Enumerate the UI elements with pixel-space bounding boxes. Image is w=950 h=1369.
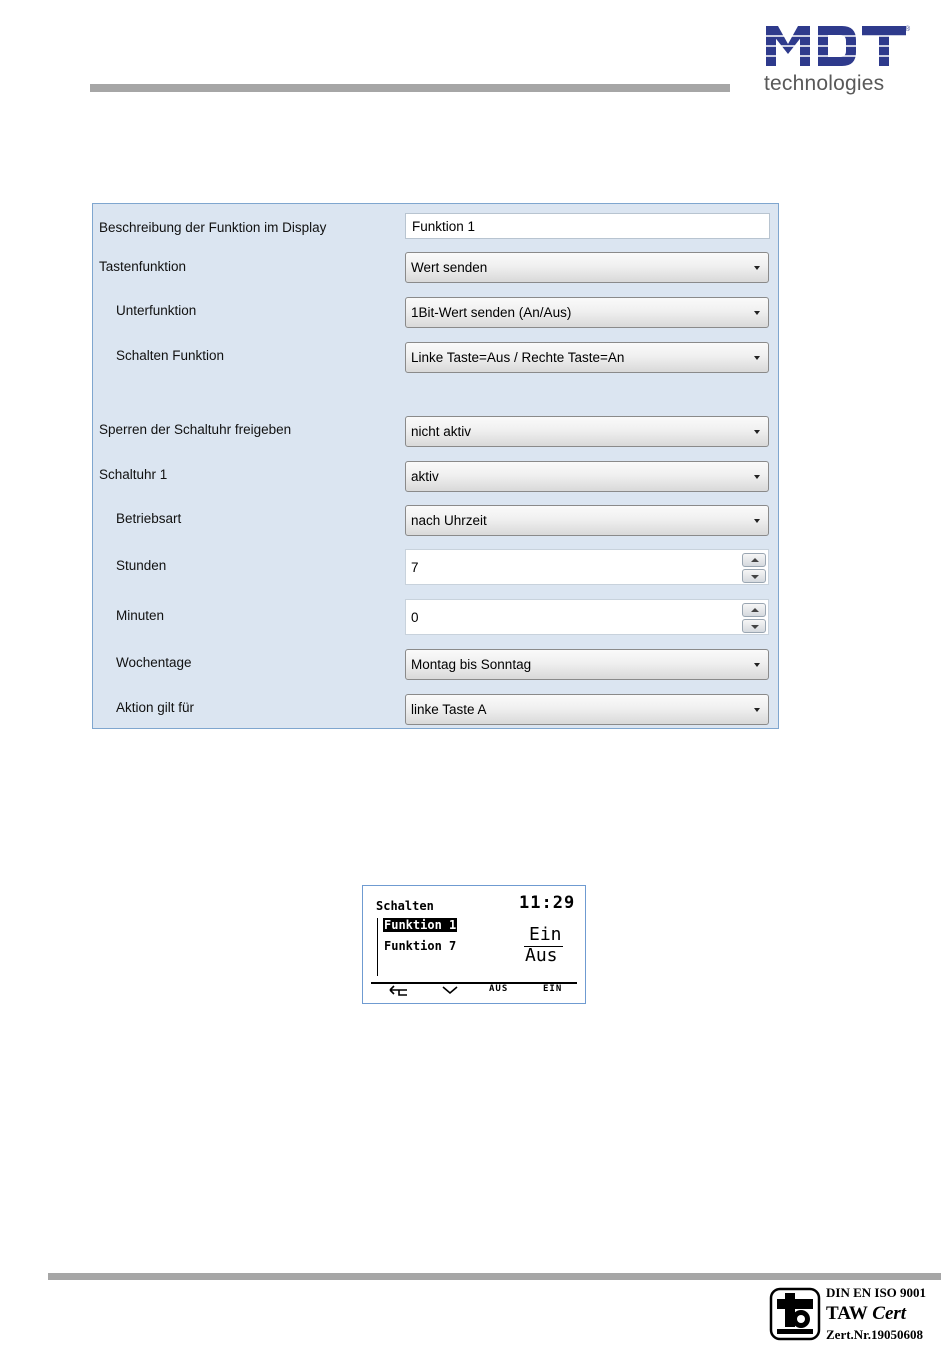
value-aktion-gilt-fuer: linke Taste A — [411, 702, 487, 717]
chevron-down-icon — [754, 311, 760, 315]
display-state-off: Aus — [525, 945, 558, 966]
label-minuten: Minuten — [116, 608, 165, 623]
softkey-aus: AUS — [489, 984, 509, 994]
taw-cert-logo — [769, 1287, 821, 1341]
label-schaltuhr-1: Schaltuhr 1 — [99, 467, 168, 482]
chevron-down-icon — [754, 663, 760, 667]
cert-name-cert: Cert — [872, 1303, 907, 1324]
label-sperren-schaltuhr: Sperren der Schaltuhr freigeben — [99, 422, 292, 437]
cert-name — [826, 1303, 906, 1325]
svg-text:®: ® — [905, 26, 911, 33]
device-display — [362, 885, 586, 1004]
display-item-selected: Funktion 1 — [384, 918, 457, 932]
spin-up-button[interactable] — [742, 553, 766, 567]
chevron-down-icon — [754, 266, 760, 270]
spinner-stunden[interactable] — [405, 549, 769, 585]
dropdown-sperren-schaltuhr[interactable] — [405, 416, 769, 447]
arrow-up-icon — [751, 608, 759, 612]
display-scroll-line — [377, 918, 378, 976]
arrow-down-icon — [751, 575, 759, 579]
display-title: Schalten — [376, 899, 434, 913]
label-betriebsart: Betriebsart — [116, 511, 182, 526]
text-input-beschreibung[interactable] — [405, 213, 770, 239]
value-minuten: 0 — [411, 610, 419, 625]
spin-down-button[interactable] — [742, 569, 766, 583]
spinner-minuten[interactable] — [405, 599, 769, 635]
dropdown-schaltuhr-1[interactable] — [405, 461, 769, 492]
dropdown-betriebsart[interactable] — [405, 505, 769, 536]
chevron-down-icon — [754, 708, 760, 712]
value-schalten-funktion: Linke Taste=Aus / Rechte Taste=An — [411, 350, 625, 365]
chevron-down-icon — [754, 475, 760, 479]
value-beschreibung: Funktion 1 — [412, 219, 476, 234]
softkey-ein: EIN — [543, 984, 563, 994]
arrow-down-icon — [751, 625, 759, 629]
chevron-down-icon — [754, 519, 760, 523]
cert-standard: DIN EN ISO 9001 — [826, 1285, 927, 1300]
label-aktion-gilt-fuer: Aktion gilt für — [116, 700, 195, 715]
value-betriebsart: nach Uhrzeit — [411, 513, 487, 528]
value-stunden: 7 — [411, 560, 419, 575]
value-unterfunktion: 1Bit-Wert senden (An/Aus) — [411, 305, 572, 320]
arrow-up-icon — [751, 558, 759, 562]
chevron-down-icon — [442, 985, 458, 995]
label-stunden: Stunden — [116, 558, 167, 573]
label-beschreibung: Beschreibung der Funktion im Display — [99, 220, 327, 235]
dropdown-schalten-funktion[interactable] — [405, 342, 769, 373]
spin-down-button[interactable] — [742, 619, 766, 633]
chevron-down-icon — [754, 356, 760, 360]
label-unterfunktion: Unterfunktion — [116, 303, 197, 318]
dropdown-aktion-gilt-fuer[interactable] — [405, 694, 769, 725]
back-arrow-icon — [389, 985, 409, 996]
spin-up-button[interactable] — [742, 603, 766, 617]
footer-rule — [48, 1273, 941, 1280]
value-tastenfunktion: Wert senden — [411, 260, 488, 275]
chevron-down-icon — [754, 430, 760, 434]
value-wochentage: Montag bis Sonntag — [411, 657, 532, 672]
value-schaltuhr-1: aktiv — [411, 469, 439, 484]
label-tastenfunktion: Tastenfunktion — [99, 259, 187, 274]
parameter-dialog — [92, 203, 779, 729]
logo-text: MDT — [762, 22, 765, 23]
dropdown-tastenfunktion[interactable] — [405, 252, 769, 283]
header-rule — [90, 84, 730, 92]
dropdown-wochentage[interactable] — [405, 649, 769, 680]
cert-name-taw: TAW — [826, 1303, 868, 1324]
dropdown-unterfunktion[interactable] — [405, 297, 769, 328]
display-state-on: Ein — [529, 924, 562, 945]
logo-subtitle: technologies — [764, 72, 885, 95]
cert-number: Zert.Nr.19050608 — [826, 1327, 924, 1342]
display-item: Funktion 7 — [384, 939, 457, 953]
display-time: 11:29 — [519, 893, 576, 913]
label-wochentage: Wochentage — [116, 655, 192, 670]
value-sperren-schaltuhr: nicht aktiv — [411, 424, 472, 439]
label-schalten-funktion: Schalten Funktion — [116, 348, 225, 363]
